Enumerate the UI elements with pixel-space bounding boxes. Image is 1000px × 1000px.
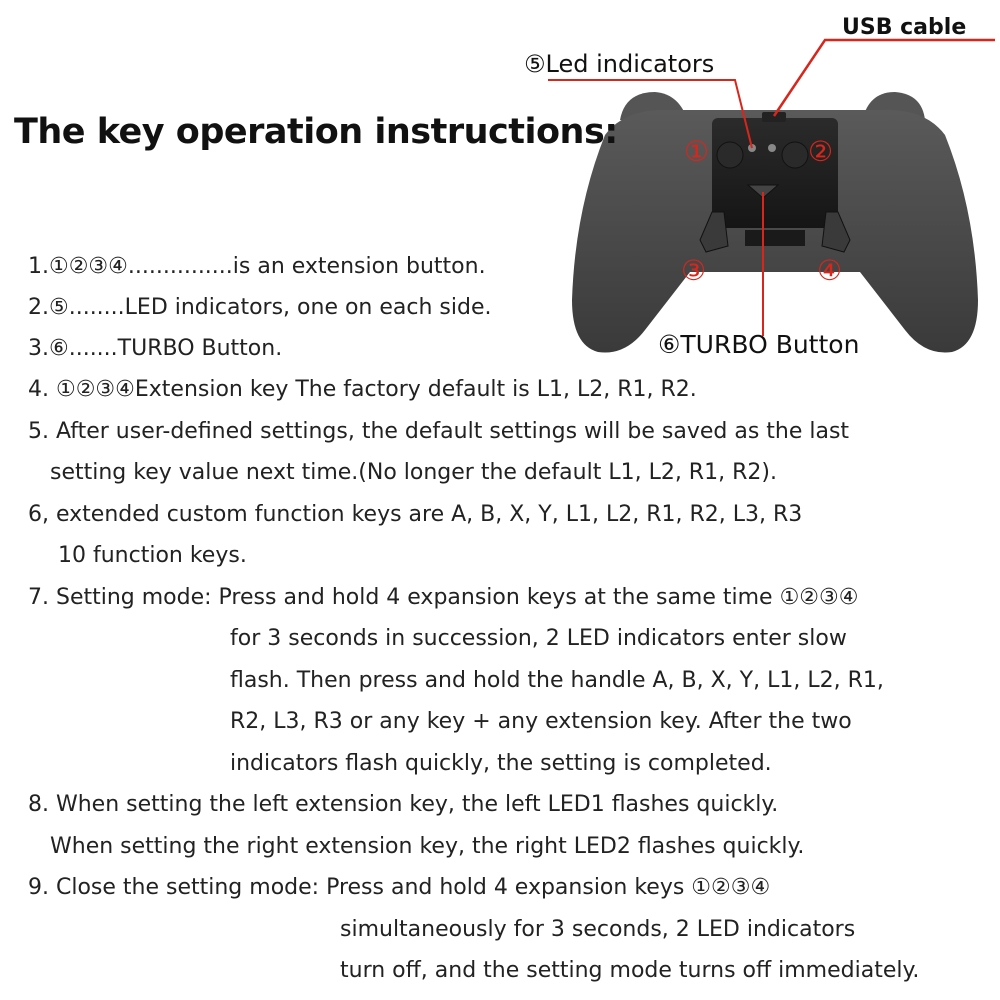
instruction-line: flash. Then press and hold the handle A, B, X, Y, L1, L2, R1, <box>230 668 884 693</box>
button-number-4: ④ <box>817 254 843 287</box>
instruction-line: 2.⑤........LED indicators, one on each side. <box>28 295 492 320</box>
instruction-line: R2, L3, R3 or any key + any extension key. After the two <box>230 709 852 734</box>
instruction-line: 8. When setting the left extension key, the left LED1 flashes quickly. <box>28 792 779 817</box>
extension-button-2-icon <box>782 142 808 168</box>
instruction-line: 4. ①②③④Extension key The factory default is L1, L2, R1, R2. <box>28 377 697 402</box>
plate-bottom <box>745 230 805 246</box>
instruction-line: setting key value next time.(No longer the default L1, L2, R1, R2). <box>50 460 777 485</box>
instruction-line: indicators flash quickly, the setting is completed. <box>230 751 772 776</box>
instruction-line: When setting the right extension key, the right LED2 flashes quickly. <box>50 834 805 859</box>
usb-port <box>762 112 786 122</box>
extension-button-1-icon <box>717 142 743 168</box>
instruction-line: 10 function keys. <box>58 543 247 568</box>
instruction-line: 7. Setting mode: Press and hold 4 expansion keys at the same time ①②③④ <box>28 585 859 610</box>
button-number-3: ③ <box>681 254 707 287</box>
led-indicators-callout: ⑤Led indicators <box>524 50 715 78</box>
instruction-line: 3.⑥.......TURBO Button. <box>28 336 283 361</box>
instruction-line: 6, extended custom function keys are A, B, X, Y, L1, L2, R1, R2, L3, R3 <box>28 502 803 527</box>
usb-cable-callout: USB cable <box>842 15 967 40</box>
button-number-1: ① <box>684 135 710 168</box>
turbo-button-callout: ⑥TURBO Button <box>658 330 860 359</box>
instruction-line: simultaneously for 3 seconds, 2 LED indicators <box>340 917 856 942</box>
instruction-line: turn off, and the setting mode turns off immediately. <box>340 958 920 983</box>
instruction-line: 1.①②③④...............is an extension button. <box>28 254 486 279</box>
button-number-2: ② <box>808 135 834 168</box>
page-title: The key operation instructions: <box>14 112 618 152</box>
led-indicator-right-icon <box>768 144 776 152</box>
instruction-line: 9. Close the setting mode: Press and hold 4 expansion keys ①②③④ <box>28 875 771 900</box>
instruction-line: 5. After user-defined settings, the default settings will be saved as the last <box>28 419 850 444</box>
instruction-line: for 3 seconds in succession, 2 LED indicators enter slow <box>230 626 847 651</box>
